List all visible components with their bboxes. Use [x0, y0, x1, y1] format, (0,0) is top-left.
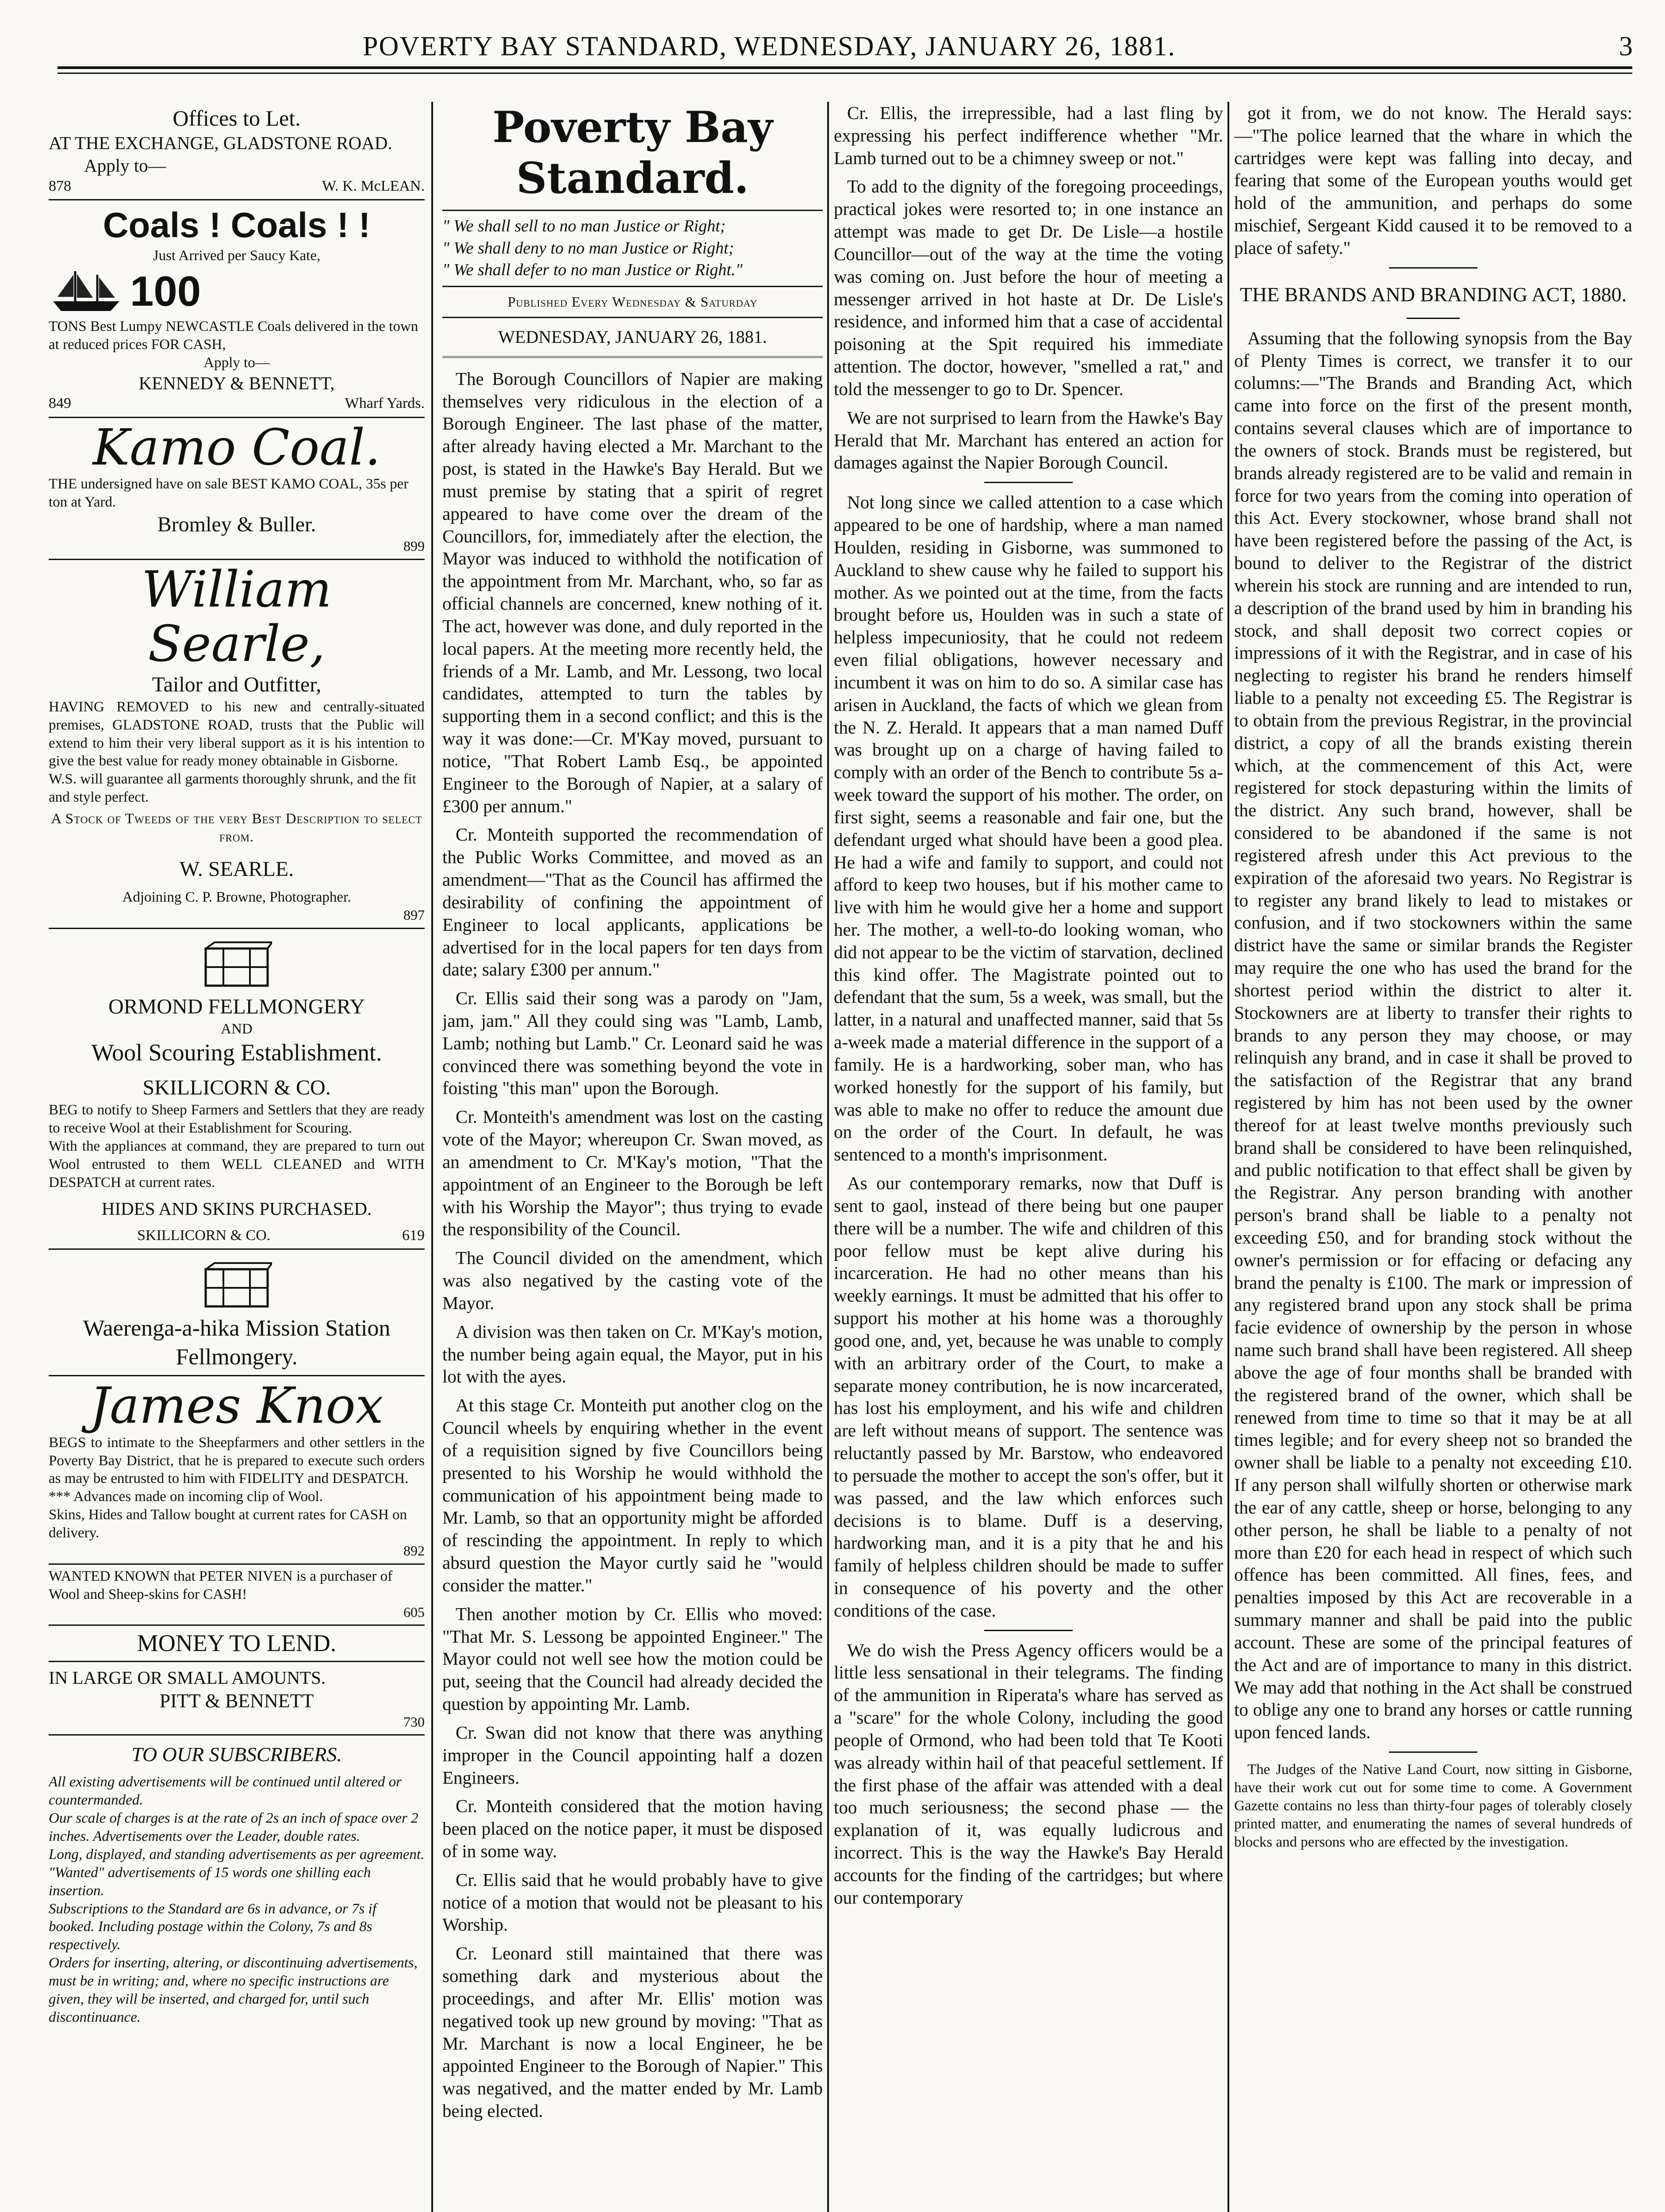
ad-ref: 605: [403, 1604, 425, 1620]
section-divider: [1389, 1751, 1477, 1753]
ormond-and: AND: [221, 1021, 253, 1037]
offices-ad: [49, 102, 425, 200]
article-paragraph: Cr. Ellis said that he would probably have to give notice of a motion that would not be pleasant to his Worship.: [442, 1869, 823, 1935]
publication-line: Published Every Wednesday & Saturday: [442, 287, 823, 319]
ad-ref: 619: [402, 1227, 425, 1244]
subscribers-item: Our scale of charges is at the rate of 2s an inch of space over 2 inches. Advertisements over the Leader, double rates.: [49, 1810, 418, 1844]
kamo-body: THE undersigned have on sale BEST KAMO COAL, 35s per ton at Yard.: [49, 476, 409, 510]
article-paragraph: Not long since we called attention to a case which appeared to be one of hardship, where a man named Houlden, residing in Gisborne, was summoned to Auckland to shew cause why he failed to support his mother. As we pointed out at the time, from the facts brought before us, Houlden was in such a state of helpless impecuniosity, that he could not redeem even filial obligations, however necessary and incumbent it was on him to do so. A similar case has arisen in Auckland, the facts of which we glean from the N. Z. Herald. It appears that a man named Duff was brought up on a charge of having failed to comply with an order of the Bench to contribute 5s a-week toward the support of his mother. The order, on first sight, seems a reasonable and fair one, but the defendant urged what should have been a good plea. He had a wife and family to support, and could not afford to keep two houses, but if his mother came to live with him he would give her a home and support her. The mother, a well-to-do looking woman, who did not appear to be the victim of starvation, declined this kind offer. The Magistrate pointed out to defendant that the sum, 5s a week, was small, but the latter, in a natural and unaffected manner, said that 5s a-week made a material difference in the support of a family. He is a hardworking, sober man, who has worked honestly for the support of his family, but was able to make no offer to reduce the amount due on the order of the Court. In default, he was sentenced to a month's imprisonment.: [834, 492, 1223, 1165]
article-paragraph: At this stage Cr. Monteith put another clog on the Council wheels by enquiring whether in the event of a requisition signed by five Councillors being presented to his Worship he would withhold the communication of his appointment being made to Mr. Lamb, so that an opportunity might be afforded of rescinding the appointment. In reply to which absurd question the Mayor curtly said he "would consider the matter.": [442, 1395, 823, 1595]
column-divider: [1228, 102, 1229, 2212]
section-divider: [984, 1630, 1073, 1631]
ad-ref: 849: [49, 395, 71, 412]
knox-body: BEGS to intimate to the Sheepfarmers and other settlers in the Poverty Bay District, that he is prepared to execute such orders as may be entrusted to him with FIDELITY and DESPATCH.: [49, 1434, 425, 1487]
article-paragraph: Cr. Monteith considered that the motion having been placed on the notice paper, it must be disposed of in some way.: [442, 1796, 823, 1861]
motto-line: " We shall defer to no man Justice or Right.": [442, 261, 743, 280]
article-paragraph: The Judges of the Native Land Court, now sitting in Gisborne, have their work cut out for some time to come. A Government Gazette contains no less than thirty-four pages of tolerably closely printed matter, and enumerating the names of several hundreds of blocks and persons who are effected by the investigation.: [1234, 1762, 1632, 1850]
coals-tons: 100: [130, 267, 201, 315]
brands-column: [1234, 102, 1632, 2212]
ormond-ad: [49, 929, 425, 1250]
ad-ref: 892: [403, 1543, 425, 1559]
searle-name: W. SEARLE.: [179, 857, 294, 881]
searle-stock: A Stock of Tweeds of the very Best Description to select from.: [51, 811, 422, 845]
news-column: [834, 102, 1223, 2212]
money-title: MONEY TO LEND.: [49, 1628, 425, 1662]
article-paragraph: Cr. Monteith's amendment was lost on the casting vote of the Mayor; whereupon Cr. Swan moved, as an amendment to Cr. M'Kay's motion, "That the appointment of an Engineer to the Borough be left with his Worship the Mayor"; thus trying to evade the responsibility of the Council.: [442, 1106, 823, 1240]
ad-ref: 899: [403, 538, 425, 554]
masthead: Poverty Bay Standard.: [442, 102, 823, 211]
article-paragraph: Cr. Swan did not know that there was anything improper in the Council appointing half a dozen Engineers.: [442, 1722, 823, 1788]
article-paragraph: To add to the dignity of the foregoing proceedings, practical jokes were resorted to; in one instance an attempt was made to get Dr. De Lisle—a hostile Councillor—out of the way at the time the voting was coming on. Just before the hour of meeting a messenger arrived in hot haste at Dr. De Lisle's residence, and informed him that a case of accidental poisoning at the Spit required his immediate attention. The doctor, however, "smelled a rat," and told the messenger to go to Dr. Spencer.: [834, 176, 1223, 399]
money-body: IN LARGE OR SMALL AMOUNTS.: [49, 1667, 326, 1688]
coals-title: Coals ! Coals ! !: [103, 205, 371, 245]
kamo-title: Kamo Coal.: [92, 419, 381, 476]
article-paragraph: Cr. Monteith supported the recommendation of the Public Works Committee, and moved as an amendment—"That as the Council has affirmed the desirability of confining the appointment of Engineer to local applicants, applications be advertised for in the local papers for ten days from date; salary £300 per annum.": [442, 824, 823, 980]
knox-title: James Knox: [90, 1377, 384, 1435]
subscribers-notice: [49, 1736, 425, 2027]
wool-bale-icon: [201, 1261, 272, 1310]
skillicorn-name: SKILLICORN & CO.: [142, 1076, 331, 1100]
article-paragraph: As our contemporary remarks, now that Duff is sent to gaol, instead of there being but one pauper there will be a number. The wife and children of this poor fellow must be kept alive during his incarceration. He had no other means than his weekly earnings. It must be admitted that his offer to support his mother at his home was a thoroughly good one, and, yet, because he was unable to comply with an arbitrary order of the Court, to make a separate money contribution, he is now incarcerated, has lost his employment, and his wife and children are left without means of support. The sentence was reluctantly passed by Mr. Barstow, who endeavored to persuade the mother to accept the son's offer, but it was passed, and the law which enforces such decisions is to blame. Duff is a deserving, hardworking man, and it is a pity that he and his family of helpless children should be made to suffer in consequence of his poverty and the other conditions of the case.: [834, 1173, 1223, 1621]
wool-bale-icon: [201, 941, 272, 989]
coals-sub: Just Arrived per Saucy Kate,: [153, 248, 321, 264]
article-paragraph: Then another motion by Cr. Ellis who moved: "That Mr. S. Lessong be appointed Engineer." The Mayor could not well see how the motion could be put, seeing that the Council had already decided the question by appointing Mr. Lamb.: [442, 1603, 823, 1714]
kamo-firm: Bromley & Buller.: [157, 512, 316, 536]
money-ad: [49, 1626, 425, 1736]
ship-icon: [49, 267, 124, 315]
editorial-column: [442, 102, 823, 2212]
issue-date: WEDNESDAY, JANUARY 26, 1881.: [442, 318, 823, 358]
skillicorn-hides: HIDES AND SKINS PURCHASED.: [101, 1198, 372, 1219]
coals-firm: KENNEDY & BENNETT,: [138, 373, 335, 393]
money-firm: PITT & BENNETT: [159, 1690, 314, 1712]
subscribers-title: TO OUR SUBSCRIBERS.: [131, 1743, 342, 1766]
waerenga-ad: [49, 1250, 425, 1376]
motto-line: " We shall sell to no man Justice or Right;: [442, 217, 726, 236]
searle-title: William Searle,: [142, 561, 332, 673]
subscribers-item: Subscriptions to the Standard are 6s in advance, or 7s if booked. Including postage within the Colony, 7s and 8s respectively.: [49, 1901, 376, 1953]
header-rule-thin: [58, 73, 1632, 74]
ad-ref: 730: [403, 1713, 425, 1730]
kamo-ad: [49, 418, 425, 560]
waerenga-title: Waerenga-a-hika Mission Station Fellmongery.: [83, 1316, 391, 1370]
knox-body3: Skins, Hides and Tallow bought at current rates for CASH on delivery.: [49, 1507, 407, 1541]
brands-act-heading: THE BRANDS AND BRANDING ACT, 1880.: [1239, 283, 1627, 306]
article-paragraph: Cr. Ellis said their song was a parody on "Jam, jam, jam." All they could sing was "Lamb, Lamb, Lamb; nothing but Lamb." Cr. Leonard said he was convinced there was something beyond the vote in foisting "this man" upon the Borough.: [442, 988, 823, 1098]
article-paragraph: got it from, we do not know. The Herald says:—"The police learned that the whare in which the cartridges were kept was falling into decay, and fearing that some of the European youths would get hold of the ammunition, and perhaps do some mischief, Sergeant Kidd caused it to be removed to a place of safety.": [1234, 103, 1632, 258]
searle-body: HAVING REMOVED to his new and centrally-situated premises, GLADSTONE ROAD, trusts that the Public will extend to him their very liberal support as it is his intention to give the best value for ready money obtainable in Gisborne.: [49, 699, 425, 769]
article-paragraph: A division was then taken on Cr. M'Kay's motion, the number being again equal, the Mayor, put in his lot with the ayes.: [442, 1321, 823, 1387]
skillicorn-body2: With the appliances at command, they are prepared to turn out Wool entrusted to them WELL CLEANED and WITH DESPATCH at current rates.: [49, 1138, 425, 1190]
motto-line: " We shall deny to no man Justice or Right;: [442, 238, 734, 257]
coals-place: Wharf Yards.: [345, 395, 425, 412]
article-paragraph: Cr. Ellis, the irrepressible, had a last fling by expressing his perfect indifference whether "Mr. Lamb turned out to be a chimney sweep or not.": [834, 103, 1223, 168]
motto: [442, 211, 823, 287]
article-paragraph: We are not surprised to learn from the Hawke's Bay Herald that Mr. Marchant has entered an action for damages against the Napier Borough Council.: [834, 407, 1223, 473]
skillicorn-sig: SKILLICORN & CO.: [137, 1227, 271, 1244]
searle-addr: Adjoining C. P. Browne, Photographer.: [122, 889, 351, 906]
section-divider: [1389, 267, 1477, 269]
advertisements-column: [49, 102, 425, 2212]
coals-apply: Apply to—: [203, 354, 270, 371]
searle-ad: [49, 560, 425, 929]
column-divider: [827, 102, 829, 2212]
knox-body2: *** Advances made on incoming clip of Wool.: [49, 1489, 323, 1505]
wanted-ad: [49, 1565, 425, 1626]
article-paragraph: Cr. Leonard still maintained that there was something dark and mysterious about the proceedings, and after Mr. Ellis' motion was negatived took up new ground by moving: "That as Mr. Marchant is now a local Engineer, he be appointed Engineer to the Borough of Napier." This was negatived, and the matter ended by Mr. Lamb being elected.: [442, 1943, 823, 2121]
knox-ad: [49, 1376, 425, 1564]
article-paragraph: Assuming that the following synopsis from the Bay of Plenty Times is correct, we transfer it to our columns:—"The Brands and Branding Act, which came into force on the first of the present month, contains several clauses which are of importance to the owners of stock. Brands must be registered, but brands already registered are to be valid and remain in force for two years from the coming into operation of this Act. Every stockowner, whose brand shall not have been registered before the passing of the Act, is bound to deliver to the Registrar of the district wherein his stock are running and are intended to run, a description of the brand used by him in branding his stock, and shall deposit two correct copies or impressions of it with the Registrar, and in case of his neglecting to register his brand he renders himself liable to a penalty not exceeding £5. The Registrar is to obtain from the previous Registrar, in the provincial district, a copy of all the brands existing therein which, at the commencement of this Act, were registered for stock depasturing within the limits of the district. Any such brand, however, shall be considered to be abandoned if the same is not registered afresh under this Act previous to the expiration of the aforesaid two years. No Registrar is to register any brand likely to lead to mistakes or confusion, and if two stockowners within the same district have the same or similar brands the Register may require the one who has used the brand for the shortest period within the district to alter it. Stockowners are at liberty to transfer their rights to brands to any person they may choose, or may relinquish any brand, and in case it shall be proved to the satisfaction of the Registrar that any brand registered by him has not been used by the owner thereof for at least twelve months previously such brand shall be considered to have been relinquished, and public notification to that effect shall be given by the Registrar. Any person branding with another person's brand shall be liable to a penalty not exceeding £50, and for branding stock without the owner's permission or for effacing or defacing any brand the penalty is £100. The mark or impression of any registered brand upon any stock shall be prima facie evidence of ownership by the person in whose name such brand shall have been registered. All sheep above the age of four months shall be branded with the registered brand of the owner, which shall be renewed from time to time so that it may be at all times legible; and for every sheep not so branded the owner shall be liable to a penalty not exceeding £10. If any person shall wilfully shorten or otherwise mark the ear of any cattle, sheep or horse, belonging to any other person, he shall be liable to a penalty of not more than £20 for each head in respect of which such offence has been committed. All fines, fees, and penalties imposed by this Act are recoverable in a summary manner and shall be paid into the public account. These are some of the principal features of the Act and are of importance to many in this district. We may add that nothing in the Act shall be construed to oblige any one to brand any horses or cattle running upon fenced lands.: [1234, 327, 1632, 1743]
column-divider: [431, 102, 433, 2212]
page-number: 3: [1619, 31, 1634, 61]
offices-apply: Apply to—: [84, 155, 166, 176]
ad-contact: W. K. McLEAN.: [322, 177, 425, 194]
ad-ref: 897: [403, 907, 425, 923]
searle-sub: Tailor and Outfitter,: [152, 673, 322, 697]
ormond-title: ORMOND FELLMONGERY: [108, 995, 365, 1019]
section-divider: [984, 482, 1073, 483]
offices-body: AT THE EXCHANGE, GLADSTONE ROAD.: [49, 133, 392, 153]
offices-heading: Offices to Let.: [173, 106, 301, 131]
section-divider: [1407, 318, 1460, 319]
skillicorn-body: BEG to notify to Sheep Farmers and Settlers that they are ready to receive Wool at their Establishment for Scouring.: [49, 1102, 425, 1136]
page-header: [0, 0, 1665, 62]
ormond-sub: Wool Scouring Establishment.: [91, 1039, 382, 1066]
subscribers-item: Long, displayed, and standing advertisements as per agreement.: [49, 1846, 425, 1863]
page-title: POVERTY BAY STANDARD, WEDNESDAY, JANUARY 26, 1881.: [363, 31, 1176, 61]
searle-body2: W.S. will guarantee all garments thoroughly shrunk, and the fit and style perfect.: [49, 771, 416, 806]
coals-ad: [49, 200, 425, 418]
article-paragraph: The Borough Councillors of Napier are making themselves very ridiculous in the election of a Borough Engineer. The last phase of the matter, after already having elected a Mr. Marchant to the post, is stated in the Hawke's Bay Herald. But we must premise by stating that a spirit of regret appeared to have come over the dream of the Councillors, for, immediately after the election, the Mayor was induced to withhold the notification of the appointment from Mr. Marchant, who, so far as official channels are concerned, knew nothing of it. The act, however was done, and duly reported in the local papers. At the meeting more recently held, the friends of a Mr. Lamb, and Mr. Lessong, two local candidates, attempted to turn the tables by supporting them in a second conflict; and this is the way it was done:—Cr. M'Kay moved, pursuant to notice, "That Robert Lamb Esq., be appointed Engineer to the Borough of Napier, at a salary of £300 per annum.": [442, 368, 823, 816]
header-rule: [58, 66, 1632, 69]
article-paragraph: The Council divided on the amendment, which was also negatived by the casting vote of the Mayor.: [442, 1248, 823, 1313]
wanted-body: WANTED KNOWN that PETER NIVEN is a purchaser of Wool and Sheep-skins for CASH!: [49, 1568, 393, 1602]
coals-desc: TONS Best Lumpy NEWCASTLE Coals delivered in the town at reduced prices FOR CASH,: [49, 318, 418, 353]
subscribers-item: Orders for inserting, altering, or discontinuing advertisements, must be in writing; and, where no specific instructions are given, they will be inserted, and charged for, until such discontinuance.: [49, 1955, 418, 2025]
article-paragraph: We do wish the Press Agency officers would be a little less sensational in their telegrams. The finding of the ammunition in Riperata's whare has served as a "scare" for the whole Colony, including the good people of Ormond, who had been told that Te Kooti was already within hail of that peaceful settlement. If the first phase of the affair was attended with a deal too much seriousness; the second phase — the explanation of it, was equally ludicrous and incorrect. This is the way the Hawke's Bay Herald accounts for the finding of the cartridges; but where our contemporary: [834, 1640, 1223, 1908]
subscribers-item: "Wanted" advertisements of 15 words one shilling each insertion.: [49, 1864, 371, 1899]
subscribers-item: All existing advertisements will be continued until altered or countermanded.: [49, 1774, 402, 1809]
ad-ref: 878: [49, 177, 71, 194]
